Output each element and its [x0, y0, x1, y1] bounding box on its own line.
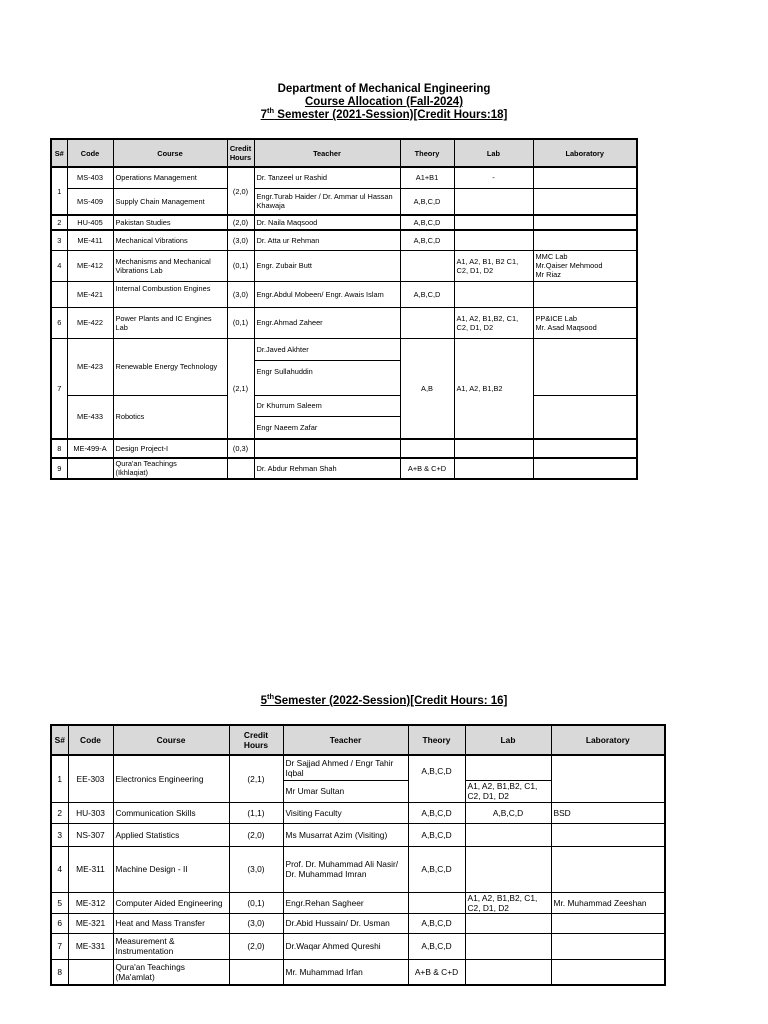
- cell-lab: [465, 933, 551, 959]
- cell-teacher: Dr.Waqar Ahmed Qureshi: [283, 933, 408, 959]
- table-row: [51, 167, 637, 188]
- cell-laboratory: [533, 167, 637, 188]
- cell-course: [113, 959, 229, 985]
- cell-credit: (3,0): [229, 913, 283, 933]
- col-header-lab: Lab: [465, 725, 551, 755]
- cell-laboratory: [551, 959, 665, 985]
- col-header-sn: S#: [51, 725, 68, 755]
- cell-laboratory: BSD: [551, 802, 665, 823]
- cell-course: Renewable Energy Technology: [113, 338, 227, 395]
- cell-course: Design Project-I: [113, 439, 227, 458]
- cell-code: HU-303: [68, 802, 113, 823]
- cell-credit: (0,1): [227, 307, 254, 338]
- cell-lab: [465, 846, 551, 892]
- col-header-credit: Credit Hours: [229, 725, 283, 755]
- cell-credit: (2,0): [229, 933, 283, 959]
- cell-lab: [454, 281, 533, 307]
- cell-code: [68, 959, 113, 985]
- teacher-line: Engr Naeem Zafar: [256, 422, 318, 432]
- cell-course: Electronics Engineering: [113, 755, 229, 802]
- cell-credit: (2,0): [227, 167, 254, 215]
- cell-credit: (2,0): [229, 823, 283, 846]
- semester-5-table: [50, 724, 666, 986]
- table-row: [51, 892, 665, 913]
- cell-teacher: [254, 338, 400, 395]
- table-row: [51, 823, 665, 846]
- cell-laboratory: [533, 307, 637, 338]
- cell-lab: [454, 458, 533, 479]
- table-row: [51, 755, 665, 780]
- cell-course: [113, 458, 227, 479]
- cell-laboratory: [533, 439, 637, 458]
- cell-sn: 3: [51, 823, 68, 846]
- table-row: [51, 395, 637, 439]
- cell-course: Internal Combustion Engines: [113, 281, 227, 307]
- cell-course: Mechanical Vibrations: [113, 230, 227, 250]
- course-line: Qura'an Teachings: [115, 961, 185, 972]
- course-line: (Ikhlaqiat): [115, 468, 148, 477]
- cell-credit: [227, 458, 254, 479]
- cell-credit: [229, 959, 283, 985]
- semester-5-title: 5thSemester (2022-Session)[Credit Hours: 16]: [260, 692, 508, 707]
- cell-code: NS-307: [68, 823, 113, 846]
- table-row: [51, 250, 637, 281]
- cell-teacher: Visiting Faculty: [283, 802, 408, 823]
- cell-sn: 3: [51, 230, 67, 250]
- semester-7-table: [50, 138, 638, 480]
- cell-sn: 4: [51, 250, 67, 281]
- cell-laboratory: [533, 215, 637, 230]
- cell-course: Robotics: [113, 395, 227, 439]
- cell-lab: [465, 823, 551, 846]
- lab-staff: Mr.Qaiser Mehmood: [535, 261, 603, 270]
- cell-course: Machine Design - II: [113, 846, 229, 892]
- cell-laboratory: [533, 250, 637, 281]
- semester-7-title: 7th Semester (2021-Session)[Credit Hours:18]: [260, 106, 508, 121]
- cell-teacher: Engr.Turab Haider / Dr. Ammar ul Hassan Khawaja: [254, 188, 400, 215]
- lab-staff: Mr Riaz: [535, 270, 561, 279]
- cell-lab: A1, A2, B1,B2: [454, 338, 533, 439]
- teacher-line: Engr Sullahuddin: [256, 366, 313, 376]
- cell-lab: A1, A2, B1, B2 C1, C2, D1, D2: [454, 250, 533, 281]
- cell-laboratory: [551, 846, 665, 892]
- cell-code: ME-311: [68, 846, 113, 892]
- cell-teacher: Mr. Muhammad Irfan: [283, 959, 408, 985]
- col-header-code: Code: [67, 139, 113, 167]
- cell-credit: (2,1): [227, 338, 254, 439]
- cell-theory: A1+B1: [400, 167, 454, 188]
- cell-teacher: Dr Sajjad Ahmed / Engr Tahir Iqbal: [283, 755, 408, 780]
- cell-theory: [400, 439, 454, 458]
- cell-lab: [454, 439, 533, 458]
- cell-lab: [465, 755, 551, 780]
- col-header-sn: S#: [51, 139, 67, 167]
- cell-theory: A,B,C,D: [408, 933, 465, 959]
- cell-code: [67, 458, 113, 479]
- table-row: [51, 802, 665, 823]
- cell-code: ME-411: [67, 230, 113, 250]
- cell-code: ME-321: [68, 913, 113, 933]
- cell-course: Mechanisms and Mechanical Vibrations Lab: [113, 250, 227, 281]
- cell-course: Power Plants and IC Engines Lab: [113, 307, 227, 338]
- department-title: Department of Mechanical Engineering: [277, 83, 491, 95]
- cell-theory: A,B,C,D: [408, 913, 465, 933]
- cell-lab: [454, 215, 533, 230]
- col-header-theory: Theory: [400, 139, 454, 167]
- table-row: [51, 215, 637, 230]
- cell-code: ME-312: [68, 892, 113, 913]
- cell-lab: [465, 913, 551, 933]
- cell-credit: (2,0): [227, 215, 254, 230]
- cell-teacher: Ms Musarrat Azim (Visiting): [283, 823, 408, 846]
- cell-course: Computer Aided Engineering: [113, 892, 229, 913]
- cell-theory: [408, 892, 465, 913]
- cell-lab: A1, A2, B1,B2, C1, C2, D1, D2: [465, 892, 551, 913]
- table-row: [51, 933, 665, 959]
- cell-code: ME-422: [67, 307, 113, 338]
- lab-room: MMC Lab: [535, 252, 568, 261]
- cell-lab: A,B,C,D: [465, 802, 551, 823]
- cell-credit: (2,1): [229, 755, 283, 802]
- cell-code: ME-433: [67, 395, 113, 439]
- cell-teacher: [254, 439, 400, 458]
- cell-theory: A,B,C,D: [400, 281, 454, 307]
- cell-lab: A1, A2, B1,B2, C1, C2, D1, D2: [454, 307, 533, 338]
- cell-laboratory: [533, 230, 637, 250]
- cell-sn: 8: [51, 439, 67, 458]
- cell-credit: (3,0): [227, 281, 254, 307]
- cell-course: Applied Statistics: [113, 823, 229, 846]
- table-row: [51, 846, 665, 892]
- cell-teacher: [254, 395, 400, 439]
- cell-teacher: Engr.Ahmad Zaheer: [254, 307, 400, 338]
- cell-laboratory: [551, 823, 665, 846]
- col-header-laboratory: Laboratory: [551, 725, 665, 755]
- cell-laboratory: [533, 395, 637, 439]
- cell-sn: 1: [51, 167, 67, 215]
- cell-sn: 9: [51, 458, 67, 479]
- cell-course: Communication Skills: [113, 802, 229, 823]
- lab-staff: Mr. Asad Maqsood: [535, 322, 597, 332]
- cell-laboratory: [533, 281, 637, 307]
- col-header-teacher: Teacher: [254, 139, 400, 167]
- col-header-course: Course: [113, 139, 227, 167]
- cell-laboratory: [551, 913, 665, 933]
- table-row: [51, 959, 665, 985]
- cell-credit: (3,0): [229, 846, 283, 892]
- cell-code: ME-423: [67, 338, 113, 395]
- teacher-line: Dr Khurrum Saleem: [256, 400, 322, 410]
- cell-code: ME-499-A: [67, 439, 113, 458]
- cell-teacher: Engr.Abdul Mobeen/ Engr. Awais Islam: [254, 281, 400, 307]
- table-row: [51, 281, 637, 307]
- cell-theory: A,B,C,D: [408, 823, 465, 846]
- cell-teacher: Dr. Naila Maqsood: [254, 215, 400, 230]
- cell-sn: 1: [51, 755, 68, 802]
- cell-code: MS-409: [67, 188, 113, 215]
- cell-course: Operations Management: [113, 167, 227, 188]
- cell-sn: 8: [51, 959, 68, 985]
- table-header-row: [51, 139, 637, 167]
- cell-teacher: Dr. Atta ur Rehman: [254, 230, 400, 250]
- cell-sn: 7: [51, 338, 67, 439]
- cell-sn: [51, 281, 67, 307]
- cell-course: Supply Chain Management: [113, 188, 227, 215]
- cell-sn: 2: [51, 802, 68, 823]
- table-row: [51, 230, 637, 250]
- allocation-title: Course Allocation (Fall-2024): [304, 96, 464, 108]
- cell-theory: [400, 307, 454, 338]
- cell-credit: (0,1): [227, 250, 254, 281]
- cell-theory: [400, 250, 454, 281]
- cell-teacher: Prof. Dr. Muhammad Ali Nasir/ Dr. Muhammad Imran: [283, 846, 408, 892]
- cell-lab: A1, A2, B1,B2, C1, C2, D1, D2: [465, 780, 551, 802]
- col-header-lab: Lab: [454, 139, 533, 167]
- table-row: [51, 458, 637, 479]
- col-header-laboratory: Laboratory: [533, 139, 637, 167]
- cell-sn: 5: [51, 892, 68, 913]
- cell-lab: [465, 959, 551, 985]
- table-row: [51, 913, 665, 933]
- col-header-teacher: Teacher: [283, 725, 408, 755]
- cell-course: Pakistan Studies: [113, 215, 227, 230]
- cell-laboratory: [551, 933, 665, 959]
- cell-course: Heat and Mass Transfer: [113, 913, 229, 933]
- cell-theory: A+B & C+D: [408, 959, 465, 985]
- cell-theory: A,B,C,D: [400, 230, 454, 250]
- cell-code: HU-405: [67, 215, 113, 230]
- col-header-theory: Theory: [408, 725, 465, 755]
- cell-code: MS-403: [67, 167, 113, 188]
- cell-theory: A,B,C,D: [400, 215, 454, 230]
- cell-credit: (0,3): [227, 439, 254, 458]
- col-header-code: Code: [68, 725, 113, 755]
- cell-lab: -: [454, 167, 533, 188]
- cell-sn: 4: [51, 846, 68, 892]
- cell-laboratory: Mr. Muhammad Zeeshan: [551, 892, 665, 913]
- cell-theory: A,B,C,D: [408, 846, 465, 892]
- course-line: (Ma'amlat): [115, 971, 155, 982]
- cell-sn: 7: [51, 933, 68, 959]
- cell-code: ME-331: [68, 933, 113, 959]
- cell-sn: 6: [51, 913, 68, 933]
- cell-teacher: Engr. Zubair Butt: [254, 250, 400, 281]
- cell-code: EE-303: [68, 755, 113, 802]
- table-row: [51, 439, 637, 458]
- cell-theory: A,B,C,D: [408, 802, 465, 823]
- table-row: [51, 338, 637, 395]
- cell-teacher: Dr.Abid Hussain/ Dr. Usman: [283, 913, 408, 933]
- cell-lab: [454, 188, 533, 215]
- cell-code: ME-421: [67, 281, 113, 307]
- cell-credit: (0,1): [229, 892, 283, 913]
- teacher-line: Dr.Javed Akhter: [256, 344, 309, 354]
- cell-credit: (3,0): [227, 230, 254, 250]
- cell-teacher: Engr.Rehan Sagheer: [283, 892, 408, 913]
- cell-sn: 6: [51, 307, 67, 338]
- cell-teacher: Dr. Abdur Rehman Shah: [254, 458, 400, 479]
- cell-laboratory: [533, 188, 637, 215]
- cell-laboratory: [551, 755, 665, 802]
- col-header-credit: Credit Hours: [227, 139, 254, 167]
- table-row: [51, 188, 637, 215]
- cell-laboratory: [533, 458, 637, 479]
- cell-laboratory: [533, 338, 637, 395]
- course-line: Qura'an Teachings: [115, 459, 177, 468]
- cell-course: Measurement & Instrumentation: [113, 933, 229, 959]
- cell-teacher: Mr Umar Sultan: [283, 780, 408, 802]
- cell-theory: A,B,C,D: [408, 755, 465, 802]
- cell-sn: 2: [51, 215, 67, 230]
- cell-theory: A+B & C+D: [400, 458, 454, 479]
- table-header-row: [51, 725, 665, 755]
- cell-theory: A,B: [400, 338, 454, 439]
- cell-code: ME-412: [67, 250, 113, 281]
- lab-room: PP&ICE Lab: [535, 313, 577, 323]
- cell-credit: (1,1): [229, 802, 283, 823]
- col-header-course: Course: [113, 725, 229, 755]
- cell-teacher: Dr. Tanzeel ur Rashid: [254, 167, 400, 188]
- cell-lab: [454, 230, 533, 250]
- cell-theory: A,B,C,D: [400, 188, 454, 215]
- table-row: [51, 307, 637, 338]
